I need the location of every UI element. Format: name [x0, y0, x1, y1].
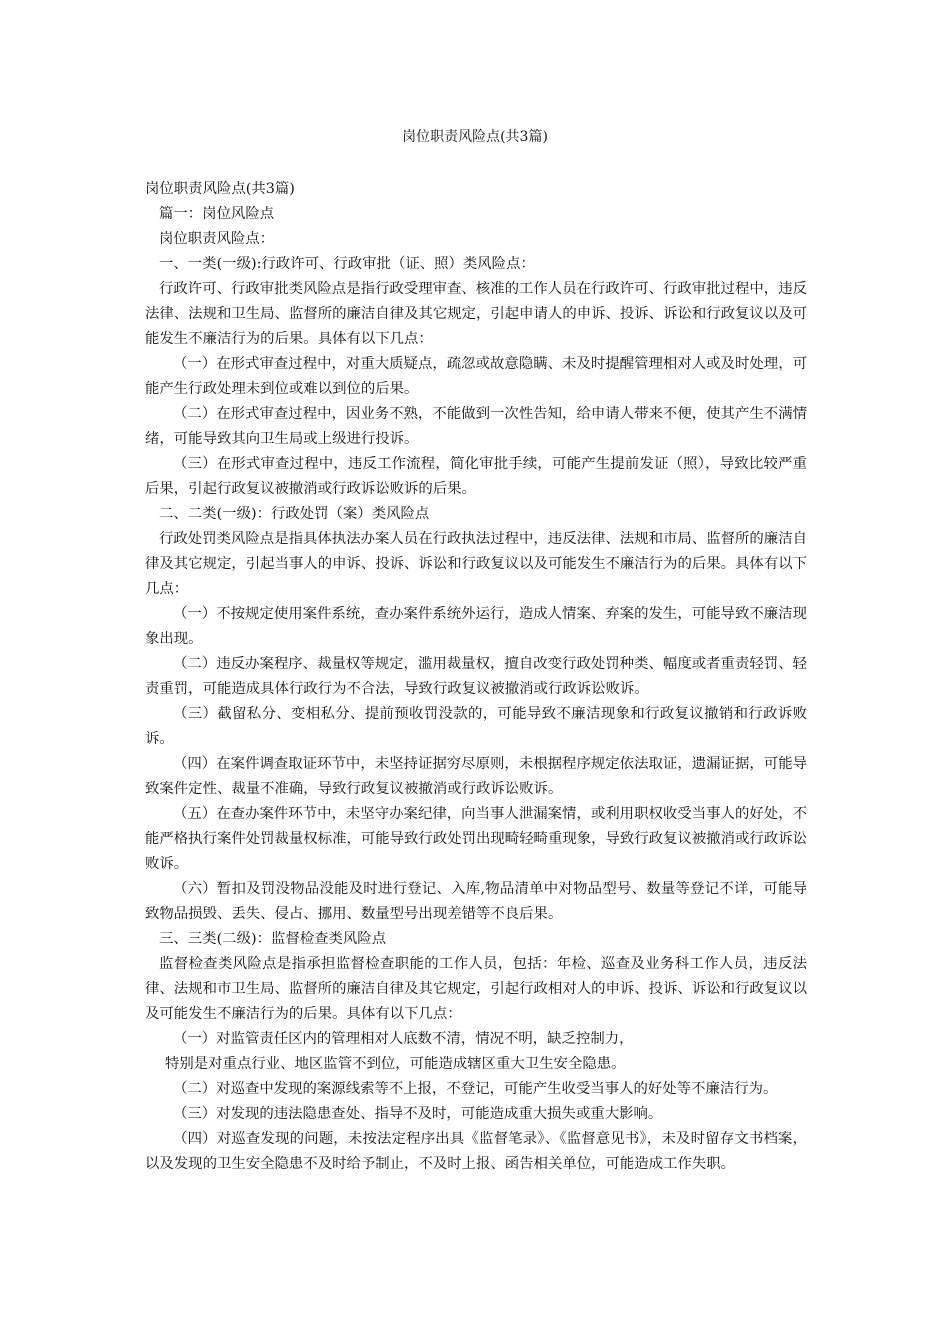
section-heading: 一、一类(一级):行政许可、行政审批（证、照）类风险点： [159, 256, 535, 272]
list-item: （二）在形式审查过程中，因业务不熟，不能做到一次性告知，给申请人带来不便，使其产生不满情绪，可能导致其向卫生局或上级进行投诉。 [145, 406, 807, 447]
list-item: （三）对发现的违法隐患查处、指导不及时，可能造成重大损失或重大影响。 [173, 1106, 663, 1122]
list-item: （二）违反办案程序、裁量权等规定，滥用裁量权，擅自改变行政处罚种类、幅度或者重责轻罚、轻责重罚，可能造成具体行政行为不合法，导致行政复议被撤消或行政诉讼败诉。 [145, 656, 807, 697]
section-heading: 二、二类(一级)：行政处罚（案）类风险点 [159, 506, 430, 522]
paragraph: 行政处罚类风险点是指具体执法办案人员在行政执法过程中，违反法律、法规和市局、监督所的廉洁自律及其它规定，引起当事人的申诉、投诉、诉讼和行政复议以及可能发生不廉洁行为的后果。具体有以下几点： [145, 531, 807, 597]
paragraph: 行政许可、行政审批类风险点是指行政受理审查、核准的工作人员在行政许可、行政审批过程中，违反法律、法规和卫生局、监督所的廉洁自律及其它规定，引起申请人的申诉、投诉、诉讼和行政复议以及可能发生不廉洁行为的后果。具体有以下几点： [145, 281, 807, 347]
list-item: （二）对巡查中发现的案源线索等不上报，不登记，可能产生收受当事人的好处等不廉洁行为。 [173, 1081, 778, 1097]
paragraph: 岗位职责风险点： [159, 231, 275, 247]
list-item: （四）在案件调查取证环节中，未坚持证据穷尽原则，未根据程序规定依法取证，遗漏证据，可能导致案件定性、裁量不准确，导致行政复议被撤消或行政诉讼败诉。 [145, 756, 807, 797]
document-body [145, 177, 807, 1177]
section-heading: 三、三类(二级)：监督检查类风险点 [159, 931, 387, 947]
list-item: （一）不按规定使用案件系统，查办案件系统外运行，造成人情案、弃案的发生，可能导致不廉洁现象出现。 [145, 606, 807, 647]
document-title: 岗位职责风险点(共3篇) [402, 129, 548, 145]
list-item: （一）对监管责任区内的管理相对人底数不清，情况不明，缺乏控制力， [173, 1031, 634, 1047]
list-item: （三）截留私分、变相私分、提前预收罚没款的，可能导致不廉洁现象和行政复议撤销和行政诉败诉。 [145, 706, 807, 747]
list-item: （五）在查办案件环节中，未坚守办案纪律，向当事人泄漏案情，或利用职权收受当事人的好处，不能严格执行案件处罚裁量权标准，可能导致行政处罚出现畸轻畸重现象，导致行政复议被撤消或行政诉讼败诉。 [145, 806, 807, 872]
paragraph: 监督检查类风险点是指承担监督检查职能的工作人员，包括：年检、巡查及业务科工作人员，违反法律、法规和市卫生局、监督所的廉洁自律及其它规定，引起行政相对人的申诉、投诉、诉讼和行政复议以及可能发生不廉洁行为的后果。具体有以下几点： [145, 956, 807, 1022]
paragraph: 篇一：岗位风险点 [159, 206, 275, 222]
list-item: （一）在形式审查过程中，对重大质疑点，疏忽或故意隐瞒、未及时提醒管理相对人或及时处理，可能产生行政处理未到位或难以到位的后果。 [145, 356, 807, 397]
list-item: （四）对巡查发现的问题，未按法定程序出具《监督笔录》、《监督意见书》，未及时留存文书档案，以及发现的卫生安全隐患不及时给予制止，不及时上报、函告相关单位，可能造成工作失职。 [145, 1131, 807, 1172]
paragraph: 岗位职责风险点(共3篇) [145, 181, 295, 197]
list-item: （三）在形式审查过程中，违反工作流程，简化审批手续，可能产生提前发证（照），导致比较严重后果，引起行政复议被撤消或行政诉讼败诉的后果。 [145, 456, 807, 497]
list-item-continuation: 特别是对重点行业、地区监管不到位，可能造成辖区重大卫生安全隐患。 [165, 1056, 626, 1072]
list-item: （六）暂扣及罚没物品没能及时进行登记、入库,物品清单中对物品型号、数量等登记不详，可能导致物品损毁、丢失、侵占、挪用、数量型号出现差错等不良后果。 [145, 881, 807, 922]
